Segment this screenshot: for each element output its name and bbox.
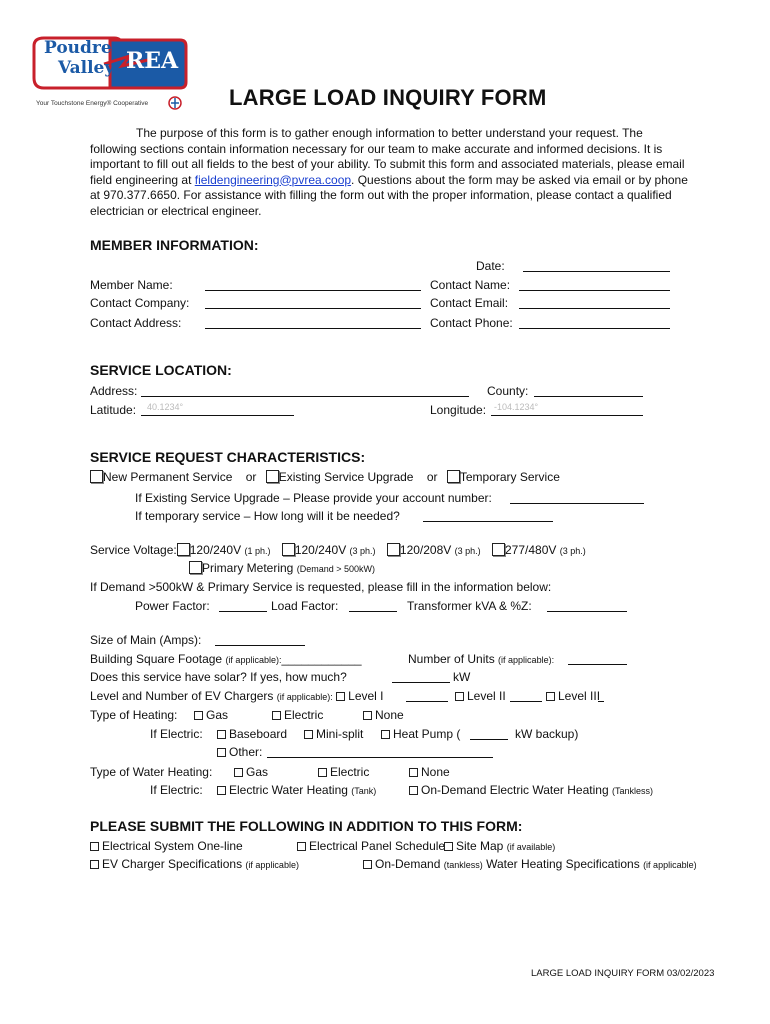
longitude-field[interactable] [491, 415, 643, 416]
or-text-1: or [245, 470, 257, 484]
v2-checkbox[interactable] [282, 543, 295, 556]
v1-note: (1 ph.) [244, 546, 271, 556]
member-name-field[interactable] [205, 290, 421, 291]
one-line-label: Electrical System One-line [102, 839, 243, 853]
contact-email-label: Contact Email: [430, 296, 509, 310]
ev-specs-label: EV Charger Specifications [102, 857, 243, 871]
mini-split-option [304, 727, 363, 741]
service-location-heading: SERVICE LOCATION: [90, 362, 232, 378]
service-voltage-row [90, 543, 586, 557]
electric-water-option [217, 783, 376, 797]
service-type-row [90, 470, 560, 484]
demand-prompt: If Demand >500kW & Primary Service is requested, please fill in the information below: [90, 580, 552, 594]
water-gas-checkbox[interactable] [234, 768, 243, 777]
water-specs-label: Water Heating Specifications [486, 857, 640, 871]
water-none-option [409, 765, 450, 779]
longitude-label: Longitude: [430, 403, 487, 417]
building-sqft-label: Building Square Footage [90, 652, 223, 666]
water-specs-note: (if applicable) [643, 860, 697, 870]
site-map-note: (if available) [506, 842, 556, 852]
v3-label: 120/208V [399, 543, 452, 557]
existing-upgrade-label: Existing Service Upgrade [278, 470, 414, 484]
level3-row [546, 689, 600, 703]
if-electric-heating-label: If Electric: [150, 727, 203, 741]
other-heating-field[interactable] [267, 757, 493, 758]
on-demand-water-checkbox[interactable] [409, 786, 418, 795]
heat-none-checkbox[interactable] [363, 711, 372, 720]
contact-address-label: Contact Address: [90, 316, 182, 330]
power-factor-field[interactable] [219, 611, 267, 612]
ev-chargers-label: Level and Number of EV Chargers [90, 689, 274, 703]
baseboard-label: Baseboard [229, 727, 288, 741]
panel-schedule-checkbox[interactable] [297, 842, 306, 851]
load-factor-field[interactable] [349, 611, 397, 612]
contact-company-field[interactable] [205, 308, 421, 309]
touchstone-icon [168, 96, 182, 113]
building-sqft-note: (if applicable): [225, 655, 282, 665]
existing-upgrade-checkbox[interactable] [266, 470, 279, 483]
kw-backup-label: kW backup) [515, 727, 579, 741]
contact-name-label: Contact Name: [430, 278, 511, 292]
footer-text: LARGE LOAD INQUIRY FORM 03/02/2023 [531, 968, 715, 979]
number-of-units-label: Number of Units [408, 652, 495, 666]
page-title: LARGE LOAD INQUIRY FORM [229, 85, 547, 110]
water-specs-item [363, 857, 697, 871]
heat-none-label: None [375, 708, 404, 722]
latitude-placeholder: 40.1234° [147, 402, 184, 412]
v3-checkbox[interactable] [387, 543, 400, 556]
other-heating-option [217, 745, 262, 759]
account-number-field[interactable] [510, 503, 644, 504]
number-of-units-note: (if applicable): [498, 655, 555, 665]
mini-split-label: Mini-split [316, 727, 364, 741]
other-heating-checkbox[interactable] [217, 748, 226, 757]
date-field[interactable] [523, 271, 670, 272]
characteristics-heading: SERVICE REQUEST CHARACTERISTICS: [90, 449, 366, 465]
panel-schedule-label: Electrical Panel Schedule [309, 839, 446, 853]
building-sqft-row [90, 652, 362, 666]
building-sqft-field[interactable]: ____________ [281, 652, 362, 666]
contact-address-field[interactable] [205, 328, 421, 329]
heat-electric-option [272, 708, 323, 722]
heat-none-option [363, 708, 404, 722]
intro-text-before: The purpose of this form is to gather enough information to better understand your request. The following sections contain information necessary for our team to make accurate and informed decisions. It is important to fill out all fields to the best of your ability. To submit this form and associated materials, please email field engineering at [90, 126, 685, 187]
heat-pump-backup-field[interactable] [470, 739, 508, 740]
level2-field[interactable] [510, 701, 542, 702]
or-text-2: or [426, 470, 438, 484]
water-electric-checkbox[interactable] [318, 768, 327, 777]
one-line-checkbox[interactable] [90, 842, 99, 851]
panel-schedule-item [297, 839, 445, 853]
service-voltage-label: Service Voltage: [90, 543, 177, 557]
power-factor-label: Power Factor: [135, 599, 210, 613]
mini-split-checkbox[interactable] [304, 730, 313, 739]
if-electric-water-label: If Electric: [150, 783, 203, 797]
temporary-duration-field[interactable] [423, 521, 553, 522]
number-of-units-field[interactable] [568, 664, 627, 665]
on-demand-water-option [409, 783, 653, 797]
on-demand-note: (tankless) [443, 860, 483, 870]
new-permanent-label: New Permanent Service [103, 470, 233, 484]
member-heading: MEMBER INFORMATION: [90, 237, 259, 253]
latitude-label: Latitude: [90, 403, 137, 417]
level3-label: Level III [558, 689, 601, 703]
electric-water-label: Electric Water Heating [229, 783, 348, 797]
heat-gas-label: Gas [206, 708, 229, 722]
site-map-checkbox[interactable] [444, 842, 453, 851]
v4-label: 277/480V [505, 543, 557, 557]
level3-checkbox[interactable] [546, 692, 555, 701]
solar-field[interactable] [392, 682, 450, 683]
ev-specs-checkbox[interactable] [90, 860, 99, 869]
intro-paragraph [90, 126, 690, 219]
primary-metering-label: Primary Metering [202, 561, 294, 575]
temporary-checkbox[interactable] [447, 470, 460, 483]
heat-electric-checkbox[interactable] [272, 711, 281, 720]
address-label: Address: [90, 384, 138, 398]
ev-chargers-note: (if applicable): [276, 692, 333, 702]
temporary-label: Temporary Service [459, 470, 560, 484]
baseboard-option [217, 727, 287, 741]
tankless-note: (Tankless) [611, 786, 653, 796]
water-heating-label: Type of Water Heating: [90, 765, 213, 779]
level2-checkbox[interactable] [455, 692, 464, 701]
solar-label: Does this service have solar? If yes, how much? [90, 670, 347, 684]
county-label: County: [487, 384, 529, 398]
v1-label: 120/240V [189, 543, 242, 557]
temporary-prompt: If temporary service – How long will it be needed? [135, 509, 400, 523]
logo-rea: REA [126, 48, 179, 74]
v1-checkbox[interactable] [177, 543, 190, 556]
transformer-field[interactable] [547, 611, 627, 612]
water-none-label: None [421, 765, 450, 779]
primary-metering-note: (Demand > 500kW) [296, 564, 375, 574]
heating-label: Type of Heating: [90, 708, 178, 722]
one-line-item [90, 839, 243, 853]
v3-note: (3 ph.) [454, 546, 481, 556]
longitude-placeholder: -104.1234° [494, 402, 539, 412]
size-of-main-label: Size of Main (Amps): [90, 633, 202, 647]
water-gas-option [234, 765, 268, 779]
heat-gas-option [194, 708, 228, 722]
water-specs-checkbox[interactable] [363, 860, 372, 869]
primary-metering-row [189, 561, 375, 575]
contact-email-field[interactable] [519, 308, 670, 309]
level1-label: Level I [348, 689, 384, 703]
on-demand-label: On-Demand [375, 857, 441, 871]
v2-note: (3 ph.) [349, 546, 376, 556]
baseboard-checkbox[interactable] [217, 730, 226, 739]
site-map-item [444, 839, 555, 853]
latitude-field[interactable] [141, 415, 294, 416]
engineering-email-link[interactable]: fieldengineering@pvrea.coop [194, 172, 352, 187]
level2-row [455, 689, 506, 703]
v4-checkbox[interactable] [492, 543, 505, 556]
contact-company-label: Contact Company: [90, 296, 190, 310]
primary-metering-checkbox[interactable] [189, 561, 202, 574]
ev-specs-note: (if applicable) [245, 860, 299, 870]
logo-line2: Valley [58, 58, 115, 78]
date-label: Date: [476, 259, 505, 273]
submit-heading: PLEASE SUBMIT THE FOLLOWING IN ADDITION TO THIS FORM: [90, 818, 523, 834]
level3-field[interactable] [598, 701, 604, 702]
site-map-label: Site Map [456, 839, 504, 853]
new-permanent-checkbox[interactable] [90, 470, 103, 483]
logo-line1: Poudre [44, 38, 112, 58]
level1-field[interactable] [406, 701, 448, 702]
level1-checkbox[interactable] [336, 692, 345, 701]
electric-water-checkbox[interactable] [217, 786, 226, 795]
v2-label: 120/240V [294, 543, 347, 557]
heat-electric-label: Electric [284, 708, 324, 722]
contact-name-field[interactable] [519, 290, 670, 291]
member-name-label: Member Name: [90, 278, 173, 292]
number-of-units-row [408, 652, 554, 666]
size-of-main-field[interactable] [215, 645, 305, 646]
heat-gas-checkbox[interactable] [194, 711, 203, 720]
other-heating-label: Other: [229, 745, 263, 759]
account-prompt: If Existing Service Upgrade – Please provide your account number: [135, 491, 492, 505]
heat-pump-checkbox[interactable] [381, 730, 390, 739]
contact-phone-field[interactable] [519, 328, 670, 329]
load-factor-label: Load Factor: [271, 599, 339, 613]
logo-tagline: Your Touchstone Energy® Cooperative [36, 100, 149, 107]
v4-note: (3 ph.) [559, 546, 586, 556]
ev-chargers-row [90, 689, 384, 703]
water-none-checkbox[interactable] [409, 768, 418, 777]
transformer-label: Transformer kVA & %Z: [407, 599, 532, 613]
level2-label: Level II [467, 689, 506, 703]
water-gas-label: Gas [246, 765, 269, 779]
tank-note: (Tank) [351, 786, 377, 796]
water-electric-option [318, 765, 369, 779]
water-electric-label: Electric [330, 765, 370, 779]
address-field[interactable] [141, 396, 469, 397]
heat-pump-label: Heat Pump ( [393, 727, 461, 741]
intro-text-after: . Questions about the form may be asked via email or by phone at 970.377.6650. For assistance with filling the form out with the proper information, please contact a qualified electrician or electrical engineer. [90, 172, 688, 218]
ev-specs-item [90, 857, 299, 871]
county-field[interactable] [534, 396, 643, 397]
contact-phone-label: Contact Phone: [430, 316, 513, 330]
logo [30, 36, 190, 116]
solar-kw-label: kW [453, 670, 471, 684]
on-demand-water-label: On-Demand Electric Water Heating [421, 783, 609, 797]
heat-pump-option [381, 727, 460, 741]
